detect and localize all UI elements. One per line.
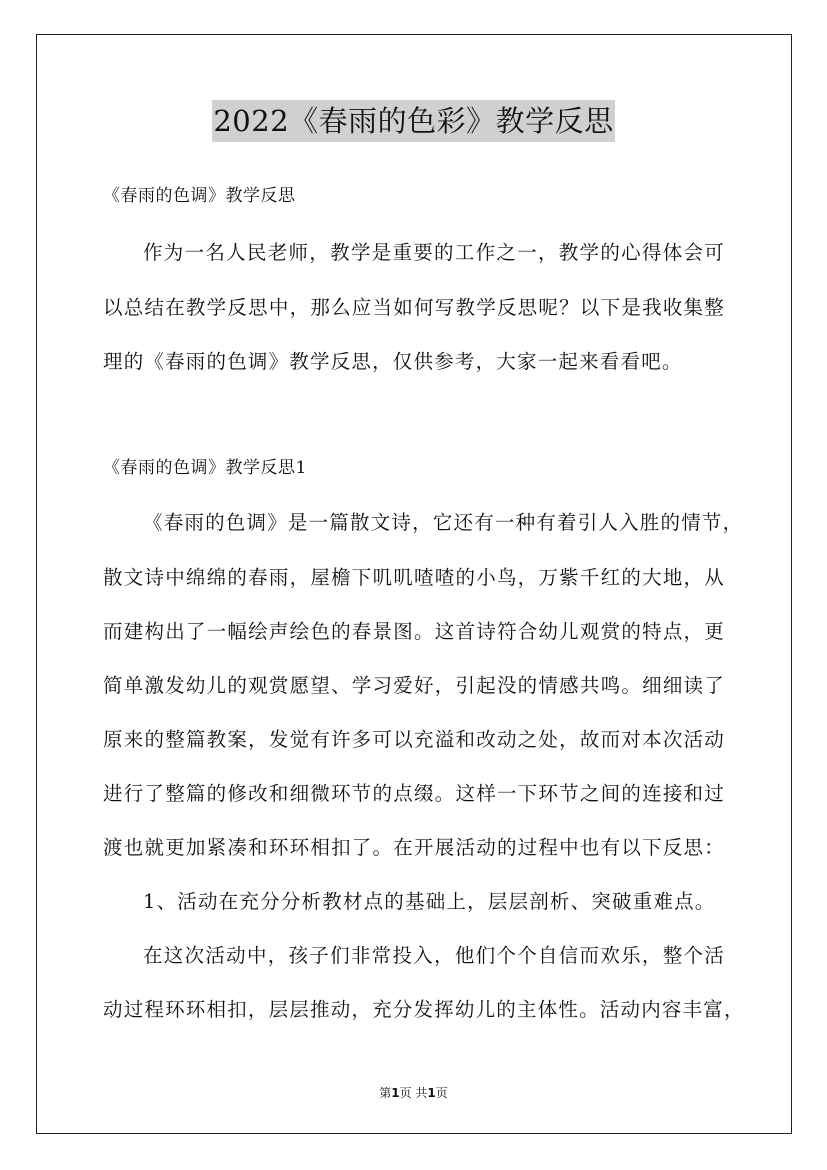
paragraph-line-1: 《春雨的色调》是一篇散文诗，它还有一种有着引人入胜的情节， — [143, 511, 744, 534]
section-heading: 《春雨的色调》教学反思1 — [103, 458, 307, 478]
point-1: 1、活动在充分分析教材点的基础上，层层剖析、突破重难点。 — [143, 890, 716, 913]
intro-line-2: 以总结在教学反思中，那么应当如何写教学反思呢？以下是我收集整 — [103, 296, 725, 319]
page-footer — [0, 1084, 827, 1101]
intro-line-1: 作为一名人民老师，教学是重要的工作之一，教学的心得体会可 — [143, 241, 725, 264]
paragraph-line-2: 散文诗中绵绵的春雨，屋檐下叽叽喳喳的小鸟，万紫千红的大地，从 — [103, 566, 725, 589]
paragraph-line-7: 渡也就更加紧凑和环环相扣了。在开展活动的过程中也有以下反思： — [103, 836, 725, 859]
title-container — [0, 100, 827, 142]
footer-mid: 页 共 — [399, 1086, 428, 1100]
paragraph-line-4: 简单激发幼儿的观赏愿望、学习爱好，引起没的情感共鸣。细细读了 — [103, 674, 725, 697]
paragraph-line-3: 而建构出了一幅绘声绘色的春景图。这首诗符合幼儿观赏的特点，更 — [103, 620, 725, 643]
point-paragraph-line-2: 动过程环环相扣，层层推动，充分发挥幼儿的主体性。活动内容丰富， — [103, 998, 745, 1021]
paragraph-line-6: 进行了整篇的修改和细微环节的点缀。这样一下环节之间的连接和过 — [103, 782, 725, 805]
footer-prefix: 第 — [379, 1086, 392, 1100]
footer-suffix: 页 — [435, 1086, 448, 1100]
document-title: 2022《春雨的色彩》教学反思 — [212, 100, 614, 142]
footer-page-number: 1 — [391, 1086, 400, 1100]
paragraph-line-5: 原来的整篇教案，发觉有许多可以充溢和改动之处，故而对本次活动 — [103, 728, 725, 751]
intro-line-3: 理的《春雨的色调》教学反思，仅供参考，大家一起来看看吧。 — [103, 350, 683, 373]
point-paragraph-line-1: 在这次活动中，孩子们非常投入，他们个个自信而欢乐，整个活 — [143, 944, 725, 967]
footer-total-pages: 1 — [427, 1086, 436, 1100]
subtitle: 《春雨的色调》教学反思 — [103, 186, 296, 206]
